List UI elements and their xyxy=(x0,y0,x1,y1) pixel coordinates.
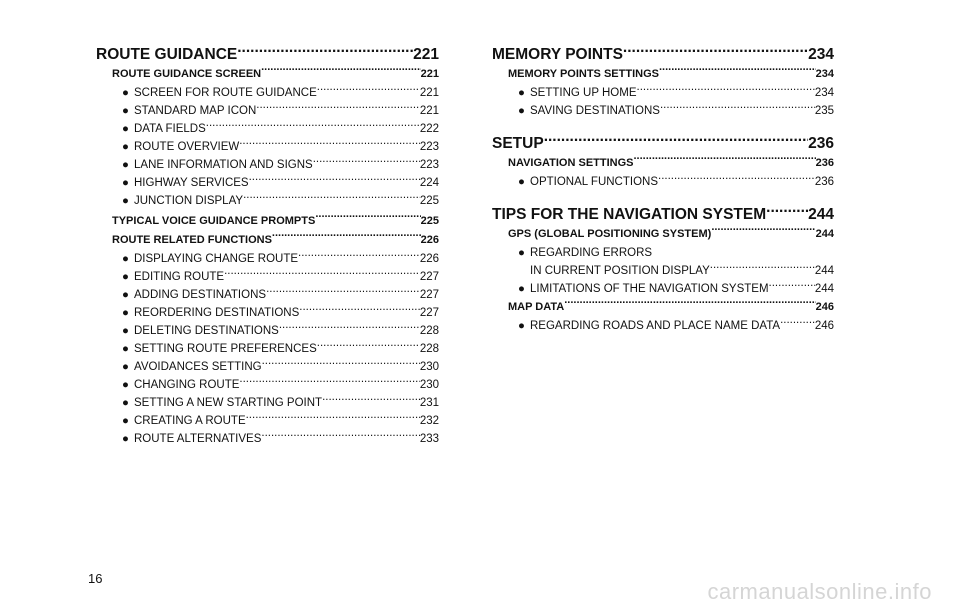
bullet-icon: ● xyxy=(518,247,525,259)
bullet-icon: ● xyxy=(122,379,129,391)
leader-dots xyxy=(660,103,815,115)
toc-entry-title: SETTING ROUTE PREFERENCES xyxy=(134,343,317,355)
toc-entry[interactable] xyxy=(96,102,439,120)
leader-dots xyxy=(299,305,420,317)
leader-dots xyxy=(249,175,420,187)
toc-page-number: 244 xyxy=(808,205,834,223)
bullet-icon: ● xyxy=(122,141,129,153)
bullet-icon: ● xyxy=(122,415,129,427)
toc-section-heading[interactable] xyxy=(492,43,834,65)
toc-subsection-heading[interactable] xyxy=(96,65,439,84)
toc-right-column xyxy=(492,43,834,335)
toc-entry[interactable] xyxy=(96,394,439,412)
toc-page-number: 221 xyxy=(419,105,439,117)
toc-page-number: 228 xyxy=(419,325,439,337)
leader-dots xyxy=(780,318,815,330)
toc-page-number: 221 xyxy=(419,87,439,99)
toc-entry-title-continued: IN CURRENT POSITION DISPLAY xyxy=(530,265,710,277)
toc-entry-line xyxy=(518,262,834,280)
bullet-icon: ● xyxy=(122,271,129,283)
toc-entry-title: JUNCTION DISPLAY xyxy=(134,195,244,207)
toc-entry-title: ADDING DESTINATIONS xyxy=(134,289,267,301)
toc-subsection-heading[interactable] xyxy=(492,154,834,173)
toc-entry-title: ROUTE GUIDANCE xyxy=(96,45,238,63)
toc-page-number: 226 xyxy=(420,234,439,246)
bullet-icon: ● xyxy=(122,177,129,189)
toc-entry-title: ROUTE OVERVIEW xyxy=(134,141,240,153)
bullet-icon: ● xyxy=(518,176,525,188)
watermark: carmanualsonline.info xyxy=(707,579,932,604)
leader-dots xyxy=(313,157,420,169)
toc-entry-title: REORDERING DESTINATIONS xyxy=(134,307,300,319)
bullet-icon: ● xyxy=(122,159,129,171)
toc-subsection-heading[interactable] xyxy=(96,231,439,250)
toc-page-number: 234 xyxy=(808,45,834,63)
toc-entry[interactable] xyxy=(96,286,439,304)
toc-page-number: 222 xyxy=(419,123,439,135)
leader-dots xyxy=(256,103,420,115)
toc-entry[interactable] xyxy=(96,304,439,322)
toc-page-number: 228 xyxy=(419,343,439,355)
toc-page-number: 223 xyxy=(419,141,439,153)
toc-entry-title: NAVIGATION SETTINGS xyxy=(508,157,634,169)
toc-entry-title: LIMITATIONS OF THE NAVIGATION SYSTEM xyxy=(530,283,769,295)
toc-page-number: 227 xyxy=(419,307,439,319)
toc-page-number: 234 xyxy=(814,87,834,99)
leader-dots xyxy=(769,281,815,293)
bullet-icon: ● xyxy=(518,320,525,332)
toc-entry-title: SETUP xyxy=(492,134,544,152)
toc-entry-title: REGARDING ERRORS xyxy=(530,247,653,259)
bullet-icon: ● xyxy=(122,307,129,319)
bullet-icon: ● xyxy=(122,195,129,207)
toc-entry[interactable] xyxy=(492,173,834,191)
toc-section-heading[interactable] xyxy=(96,43,439,65)
toc-entry-title: SETTING A NEW STARTING POINT xyxy=(134,397,323,409)
leader-dots xyxy=(658,174,815,186)
toc-entry-title: DISPLAYING CHANGE ROUTE xyxy=(134,253,299,265)
toc-entry-title: MEMORY POINTS SETTINGS xyxy=(508,68,659,80)
toc-page-number: 246 xyxy=(815,301,834,313)
leader-dots xyxy=(272,232,421,243)
leader-dots xyxy=(711,226,815,237)
bullet-icon: ● xyxy=(122,87,129,99)
toc-entry[interactable] xyxy=(96,322,439,340)
leader-dots xyxy=(315,213,420,224)
toc-entry[interactable] xyxy=(96,358,439,376)
toc-entry-title: DATA FIELDS xyxy=(134,123,206,135)
toc-page-number: 235 xyxy=(814,105,834,117)
toc-entry-title: CREATING A ROUTE xyxy=(134,415,246,427)
toc-entry-title: CHANGING ROUTE xyxy=(134,379,240,391)
toc-page-number: 230 xyxy=(419,361,439,373)
toc-entry-title: REGARDING ROADS AND PLACE NAME DATA xyxy=(530,320,781,332)
leader-dots xyxy=(261,431,419,443)
leader-dots xyxy=(266,287,420,299)
leader-dots xyxy=(634,155,816,166)
toc-page-number: 236 xyxy=(808,134,834,152)
toc-entry-title: SETTING UP HOME xyxy=(530,87,637,99)
toc-section-heading[interactable] xyxy=(492,132,834,154)
leader-dots xyxy=(317,341,420,353)
toc-entry[interactable] xyxy=(96,84,439,102)
toc-page-number: 225 xyxy=(419,195,439,207)
page-number: 16 xyxy=(88,571,103,586)
leader-dots xyxy=(261,66,421,77)
bullet-icon: ● xyxy=(122,433,129,445)
toc-subsection-heading[interactable] xyxy=(492,65,834,84)
toc-page-number: 246 xyxy=(814,320,834,332)
toc-entry-title: GPS (GLOBAL POSITIONING SYSTEM) xyxy=(508,228,712,240)
toc-entry-title: TIPS FOR THE NAVIGATION SYSTEM xyxy=(492,205,767,223)
leader-dots xyxy=(279,323,420,335)
leader-dots xyxy=(237,43,413,59)
toc-page-number: 223 xyxy=(419,159,439,171)
toc-subsection-heading[interactable] xyxy=(492,298,834,317)
toc-page-number: 244 xyxy=(815,228,834,240)
toc-page-number: 225 xyxy=(420,215,439,227)
toc-entry[interactable] xyxy=(492,102,834,120)
leader-dots xyxy=(766,203,808,219)
toc-subsection-heading[interactable] xyxy=(96,212,439,231)
toc-entry-title: ROUTE RELATED FUNCTIONS xyxy=(112,234,272,246)
toc-entry[interactable] xyxy=(96,340,439,358)
leader-dots xyxy=(317,85,420,97)
leader-dots xyxy=(239,377,419,389)
bullet-icon: ● xyxy=(122,105,129,117)
toc-page-number: 230 xyxy=(419,379,439,391)
bullet-icon: ● xyxy=(122,123,129,135)
toc-page-number: 236 xyxy=(814,176,834,188)
toc-entry-title: OPTIONAL FUNCTIONS xyxy=(530,176,658,188)
leader-dots xyxy=(262,359,420,371)
leader-dots xyxy=(206,121,420,133)
leader-dots xyxy=(239,139,420,151)
bullet-icon: ● xyxy=(518,283,525,295)
toc-entry[interactable] xyxy=(96,192,439,210)
toc-entry[interactable] xyxy=(96,430,439,448)
bullet-icon: ● xyxy=(122,361,129,373)
toc-entry[interactable] xyxy=(96,268,439,286)
toc-entry[interactable] xyxy=(492,244,834,280)
toc-entry-title: DELETING DESTINATIONS xyxy=(134,325,279,337)
toc-entry-title: MEMORY POINTS xyxy=(492,45,623,63)
toc-entry-title: EDITING ROUTE xyxy=(134,271,225,283)
bullet-icon: ● xyxy=(518,87,525,99)
leader-dots xyxy=(710,263,815,275)
leader-dots xyxy=(623,43,808,59)
toc-entry-title: AVOIDANCES SETTING xyxy=(134,361,262,373)
toc-page-number: 236 xyxy=(815,157,834,169)
toc-entry[interactable] xyxy=(96,250,439,268)
leader-dots xyxy=(298,251,420,263)
toc-entry-title: ROUTE GUIDANCE SCREEN xyxy=(112,68,262,80)
bullet-icon: ● xyxy=(122,397,129,409)
toc-entry-title: SCREEN FOR ROUTE GUIDANCE xyxy=(134,87,317,99)
bullet-icon: ● xyxy=(122,325,129,337)
toc-page-number: 227 xyxy=(419,289,439,301)
leader-dots xyxy=(322,395,420,407)
toc-page-number: 244 xyxy=(814,283,834,295)
toc-subsection-heading[interactable] xyxy=(492,225,834,244)
toc-entry-title: STANDARD MAP ICON xyxy=(134,105,257,117)
toc-entry[interactable] xyxy=(96,174,439,192)
toc-entry-title: MAP DATA xyxy=(508,301,565,313)
bullet-icon: ● xyxy=(122,289,129,301)
toc-entry-title: SAVING DESTINATIONS xyxy=(530,105,660,117)
toc-section-heading[interactable] xyxy=(492,203,834,225)
toc-entry-title: HIGHWAY SERVICES xyxy=(134,177,249,189)
toc-entry-title: LANE INFORMATION AND SIGNS xyxy=(134,159,313,171)
toc-page-number: 233 xyxy=(419,433,439,445)
bullet-icon: ● xyxy=(122,343,129,355)
leader-dots xyxy=(637,85,815,97)
leader-dots xyxy=(243,193,420,205)
leader-dots xyxy=(224,269,420,281)
toc-page-number: 221 xyxy=(420,68,439,80)
toc-left-column xyxy=(96,43,439,448)
toc-entry[interactable] xyxy=(492,280,834,298)
toc-page-number: 227 xyxy=(419,271,439,283)
toc-entry[interactable] xyxy=(492,317,834,335)
toc-entry-line xyxy=(518,244,834,262)
bullet-icon: ● xyxy=(518,105,525,117)
toc-entry[interactable] xyxy=(492,84,834,102)
toc-page-number: 224 xyxy=(419,177,439,189)
toc-entry[interactable] xyxy=(96,156,439,174)
leader-dots xyxy=(544,132,808,148)
toc-entry[interactable] xyxy=(96,412,439,430)
toc-page-number: 226 xyxy=(419,253,439,265)
leader-dots xyxy=(246,413,420,425)
toc-entry-title: TYPICAL VOICE GUIDANCE PROMPTS xyxy=(112,215,316,227)
toc-entry-title: ROUTE ALTERNATIVES xyxy=(134,433,262,445)
bullet-icon: ● xyxy=(122,253,129,265)
toc-page-number: 232 xyxy=(419,415,439,427)
toc-entry[interactable] xyxy=(96,138,439,156)
toc-page-number: 244 xyxy=(814,265,834,277)
toc-page-number: 221 xyxy=(413,45,439,63)
leader-dots xyxy=(659,66,816,77)
toc-entry[interactable] xyxy=(96,376,439,394)
toc-page-number: 234 xyxy=(815,68,834,80)
toc-entry[interactable] xyxy=(96,120,439,138)
leader-dots xyxy=(564,299,815,310)
toc-page-number: 231 xyxy=(419,397,439,409)
